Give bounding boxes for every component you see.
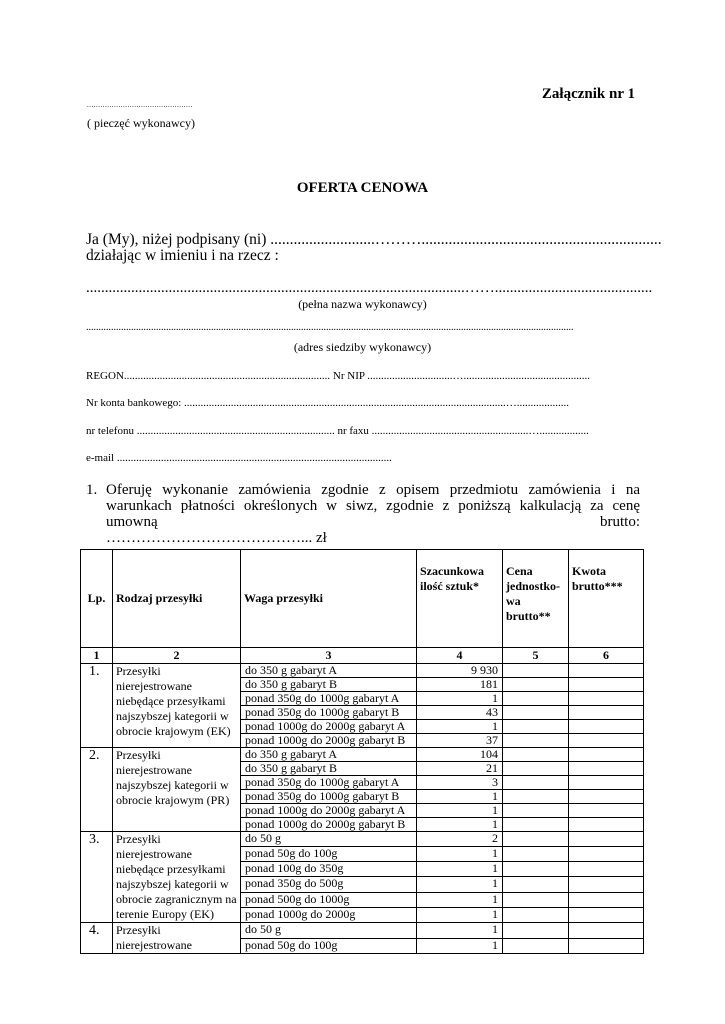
header-waga: Waga przesyłki bbox=[241, 550, 417, 648]
attachment-label: Załącznik nr 1 bbox=[541, 86, 635, 102]
row-total-cell[interactable] bbox=[569, 720, 644, 734]
row-total-cell[interactable] bbox=[569, 706, 644, 720]
row-quantity: 3 bbox=[417, 776, 503, 790]
row-total-cell[interactable] bbox=[569, 678, 644, 692]
row-total-cell[interactable] bbox=[569, 748, 644, 762]
contractor-address-field: ................................................................................................................................................................................................... bbox=[86, 322, 574, 333]
row-lp: 3. bbox=[81, 832, 113, 923]
table-row bbox=[81, 748, 644, 762]
row-total-cell[interactable] bbox=[569, 847, 644, 862]
col-number: 2 bbox=[113, 648, 241, 664]
row-weight: do 350 g gabaryt A bbox=[241, 664, 417, 678]
row-quantity: 1 bbox=[417, 790, 503, 804]
row-unit-price-cell[interactable] bbox=[503, 818, 569, 832]
table-row bbox=[81, 832, 644, 847]
regon-nip-field: REGON........................................................................... Nr NIP ...............................….............................................. bbox=[86, 370, 591, 382]
row-quantity: 1 bbox=[417, 907, 503, 922]
row-weight: ponad 350g do 1000g gabaryt A bbox=[241, 776, 417, 790]
intro-line-acting: działając w imieniu i na rzecz : bbox=[86, 247, 279, 264]
row-total-cell[interactable] bbox=[569, 692, 644, 706]
row-weight: do 350 g gabaryt B bbox=[241, 678, 417, 692]
row-weight: ponad 1000g do 2000g gabaryt A bbox=[241, 804, 417, 818]
row-total-cell[interactable] bbox=[569, 664, 644, 678]
row-total-cell[interactable] bbox=[569, 734, 644, 748]
header-lp: Lp. bbox=[81, 550, 113, 648]
row-total-cell[interactable] bbox=[569, 938, 644, 954]
row-weight: do 350 g gabaryt A bbox=[241, 748, 417, 762]
row-quantity: 1 bbox=[417, 938, 503, 954]
row-total-cell[interactable] bbox=[569, 790, 644, 804]
row-quantity: 1 bbox=[417, 692, 503, 706]
row-unit-price-cell[interactable] bbox=[503, 862, 569, 877]
row-quantity: 104 bbox=[417, 748, 503, 762]
contractor-address-caption: (adres siedziby wykonawcy) bbox=[293, 340, 432, 354]
row-unit-price-cell[interactable] bbox=[503, 706, 569, 720]
col-number: 6 bbox=[569, 648, 644, 664]
row-weight: do 50 g bbox=[241, 832, 417, 847]
phone-fax-field: nr telefonu ........................................................................ nr faxu .........................................................….................. bbox=[86, 425, 589, 437]
table-row bbox=[81, 923, 644, 939]
row-weight: ponad 1000g do 2000g gabaryt A bbox=[241, 720, 417, 734]
row-weight: ponad 1000g do 2000g gabaryt B bbox=[241, 734, 417, 748]
row-category: Przesyłki nierejestrowane najszybszej kategorii w obrocie krajowym (PR) bbox=[113, 748, 241, 832]
row-quantity: 1 bbox=[417, 847, 503, 862]
row-quantity: 181 bbox=[417, 678, 503, 692]
row-unit-price-cell[interactable] bbox=[503, 664, 569, 678]
row-lp: 2. bbox=[81, 748, 113, 832]
offer-text: Oferuję wykonanie zamówienia zgodnie z opisem przedmiotu zamówienia i na warunkach płatności określonych w siwz, zgodnie z poniższą kalkulacją za cenę umowną brutto: bbox=[106, 482, 640, 530]
row-unit-price-cell[interactable] bbox=[503, 832, 569, 847]
row-total-cell[interactable] bbox=[569, 818, 644, 832]
stamp-dots: ............................................... bbox=[87, 101, 193, 109]
row-unit-price-cell[interactable] bbox=[503, 790, 569, 804]
row-total-cell[interactable] bbox=[569, 862, 644, 877]
row-total-cell[interactable] bbox=[569, 892, 644, 907]
offer-amount: …………………………………... zł bbox=[106, 530, 327, 546]
row-unit-price-cell[interactable] bbox=[503, 692, 569, 706]
row-category: Przesyłki nierejestrowane niebędące przesyłkami najszybszej kategorii w obrocie zagranicznym na terenie Europy (EK) bbox=[113, 832, 241, 923]
row-unit-price-cell[interactable] bbox=[503, 877, 569, 892]
row-quantity: 37 bbox=[417, 734, 503, 748]
row-unit-price-cell[interactable] bbox=[503, 720, 569, 734]
intro-line-signatory: Ja (My), niżej podpisany (ni) ...........................……….............................................................. bbox=[86, 231, 662, 248]
row-unit-price-cell[interactable] bbox=[503, 892, 569, 907]
row-unit-price-cell[interactable] bbox=[503, 907, 569, 922]
row-unit-price-cell[interactable] bbox=[503, 678, 569, 692]
row-weight: do 50 g bbox=[241, 923, 417, 939]
row-weight: ponad 350g do 1000g gabaryt B bbox=[241, 790, 417, 804]
contractor-name-caption: (pełna nazwa wykonawcy) bbox=[298, 297, 427, 311]
row-total-cell[interactable] bbox=[569, 923, 644, 939]
row-weight: ponad 1000g do 2000g bbox=[241, 907, 417, 922]
row-unit-price-cell[interactable] bbox=[503, 762, 569, 776]
header-ilosc: Szacunkowa ilość sztuk* bbox=[417, 550, 503, 648]
price-table-body bbox=[81, 664, 644, 954]
row-total-cell[interactable] bbox=[569, 804, 644, 818]
stamp-label: ( pieczęć wykonawcy) bbox=[87, 116, 195, 130]
price-table bbox=[80, 549, 644, 954]
row-unit-price-cell[interactable] bbox=[503, 804, 569, 818]
row-unit-price-cell[interactable] bbox=[503, 776, 569, 790]
row-quantity: 1 bbox=[417, 862, 503, 877]
row-total-cell[interactable] bbox=[569, 907, 644, 922]
row-quantity: 1 bbox=[417, 804, 503, 818]
table-row bbox=[81, 664, 644, 678]
document-title: OFERTA CENOWA bbox=[296, 180, 429, 196]
row-weight: ponad 1000g do 2000g gabaryt B bbox=[241, 818, 417, 832]
col-number: 5 bbox=[503, 648, 569, 664]
header-cena: Cena jednostko-wa brutto** bbox=[503, 550, 569, 648]
row-lp: 1. bbox=[81, 664, 113, 748]
row-quantity: 21 bbox=[417, 762, 503, 776]
row-quantity: 1 bbox=[417, 892, 503, 907]
row-unit-price-cell[interactable] bbox=[503, 923, 569, 939]
header-rodzaj: Rodzaj przesyłki bbox=[113, 550, 241, 648]
row-weight: ponad 50g do 100g bbox=[241, 847, 417, 862]
row-unit-price-cell[interactable] bbox=[503, 734, 569, 748]
email-field: e-mail .................................................................................................... bbox=[86, 452, 392, 464]
col-number: 1 bbox=[81, 648, 113, 664]
row-unit-price-cell[interactable] bbox=[503, 847, 569, 862]
row-quantity: 43 bbox=[417, 706, 503, 720]
row-unit-price-cell[interactable] bbox=[503, 748, 569, 762]
row-weight: ponad 350g do 1000g gabaryt B bbox=[241, 706, 417, 720]
row-quantity: 2 bbox=[417, 832, 503, 847]
row-weight: ponad 350g do 1000g gabaryt A bbox=[241, 692, 417, 706]
row-quantity: 1 bbox=[417, 923, 503, 939]
row-weight: ponad 500g do 1000g bbox=[241, 892, 417, 907]
bank-account-field: Nr konta bankowego: .....................................................................................................................…................... bbox=[86, 397, 570, 409]
row-weight: ponad 350g do 500g bbox=[241, 877, 417, 892]
offer-number: 1. bbox=[86, 482, 98, 498]
col-number: 4 bbox=[417, 648, 503, 664]
row-quantity: 1 bbox=[417, 720, 503, 734]
row-lp: 4. bbox=[81, 923, 113, 954]
offer-clause bbox=[86, 482, 640, 546]
contractor-name-field: .....................................................................................................…….......................................... bbox=[86, 280, 653, 296]
header-kwota: Kwota brutto*** bbox=[569, 550, 644, 648]
row-total-cell[interactable] bbox=[569, 832, 644, 847]
row-quantity: 1 bbox=[417, 818, 503, 832]
row-quantity: 9 930 bbox=[417, 664, 503, 678]
row-category: Przesyłki nierejestrowane bbox=[113, 923, 241, 954]
row-unit-price-cell[interactable] bbox=[503, 938, 569, 954]
row-total-cell[interactable] bbox=[569, 776, 644, 790]
row-quantity: 1 bbox=[417, 877, 503, 892]
row-weight: ponad 100g do 350g bbox=[241, 862, 417, 877]
row-weight: do 350 g gabaryt B bbox=[241, 762, 417, 776]
row-category: Przesyłki nierejestrowane niebędące przesyłkami najszybszej kategorii w obrocie krajowym (EK) bbox=[113, 664, 241, 748]
row-weight: ponad 50g do 100g bbox=[241, 938, 417, 954]
row-total-cell[interactable] bbox=[569, 762, 644, 776]
col-number: 3 bbox=[241, 648, 417, 664]
row-total-cell[interactable] bbox=[569, 877, 644, 892]
